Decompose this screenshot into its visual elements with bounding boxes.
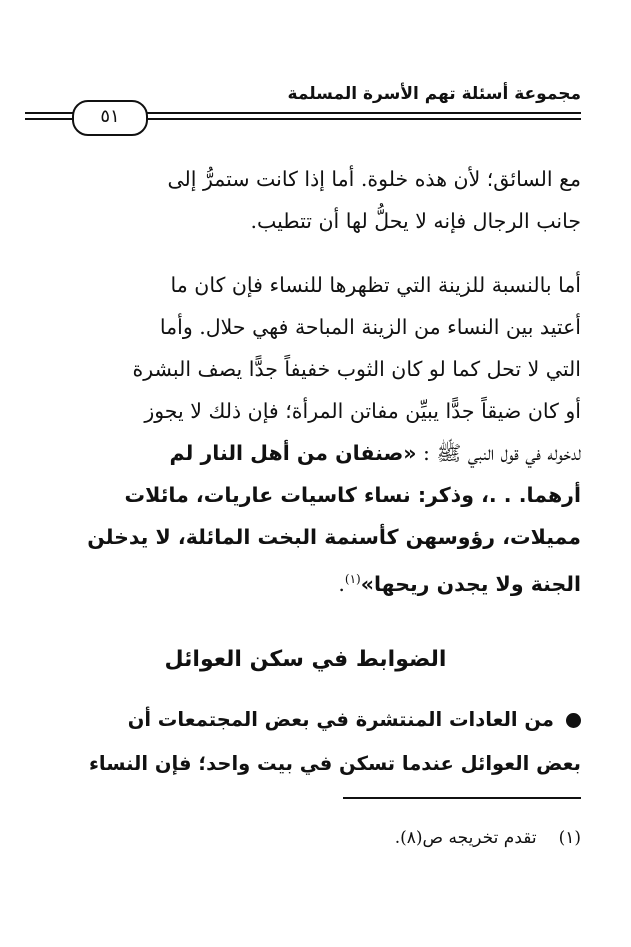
hadith-quote-end: الجنة ولا يجدن ريحها» <box>360 571 581 596</box>
footnote-text: تقدم تخريجه ص(٨). <box>394 828 537 848</box>
paragraph-2-line: التي لا تحل كما لو كان الثوب خفيفاً جدًّا يصف البشرة <box>132 357 581 381</box>
bullet-icon <box>566 713 581 728</box>
paragraph-2-line: أما بالنسبة للزينة التي تظهرها للنساء فإن كان ما <box>170 273 581 297</box>
paragraph-1-line: جانب الرجال فإنه لا يحلُّ لها أن تتطيب. <box>250 209 581 233</box>
paragraph-3-line-text: من العادات المنتشرة في بعض المجتمعات أن <box>127 708 554 731</box>
footnote-mark: (١) <box>558 828 581 848</box>
sentence-end-period: . <box>338 571 345 596</box>
paragraph-2-line: أعتيد بين النساء من الزينة المباحة فهي حلال. وأما <box>159 315 581 339</box>
footnote-reference[interactable]: (١) <box>344 572 361 586</box>
running-header-title: مجموعة أسئلة تهم الأسرة المسلمة <box>287 84 581 104</box>
paragraph-3 <box>30 698 581 786</box>
hadith-intro-text: لدخوله في قول النبي ﷺ : <box>416 441 581 465</box>
hadith-quote-line: مميلات، رؤوسهن كأسنمة البخت المائلة، لا يدخلن <box>87 525 581 549</box>
paragraph-1 <box>30 158 581 242</box>
paragraph-2-line: أو كان ضيقاً جدًّا يبيِّن مفاتن المرأة؛ فإن ذلك لا يجوز <box>144 399 581 423</box>
paragraph-2-line <box>30 432 581 474</box>
paragraph-2 <box>30 264 581 605</box>
page-number-badge: ٥١ <box>72 100 148 136</box>
hadith-quote-line: أرهما. . .، وذكر: نساء كاسيات عاريات، مائلات <box>124 483 581 507</box>
paragraph-3-line: بعض العوائل عندما تسكن في بيت واحد؛ فإن النساء <box>88 752 581 775</box>
hadith-quote-start: «صنفان من أهل النار لم <box>169 441 417 465</box>
header-rule-right-bottom <box>145 118 581 120</box>
paragraph-2-line <box>30 558 581 605</box>
paragraph-3-line <box>30 698 581 742</box>
paragraph-1-line: مع السائق؛ لأن هذه خلوة. أما إذا كانت ستمرُّ إلى <box>167 167 581 191</box>
footnote-separator <box>343 797 581 799</box>
header-rule-right-top <box>145 112 581 114</box>
section-heading: الضوابط في سكن العوائل <box>164 647 447 672</box>
footnote <box>395 828 581 848</box>
